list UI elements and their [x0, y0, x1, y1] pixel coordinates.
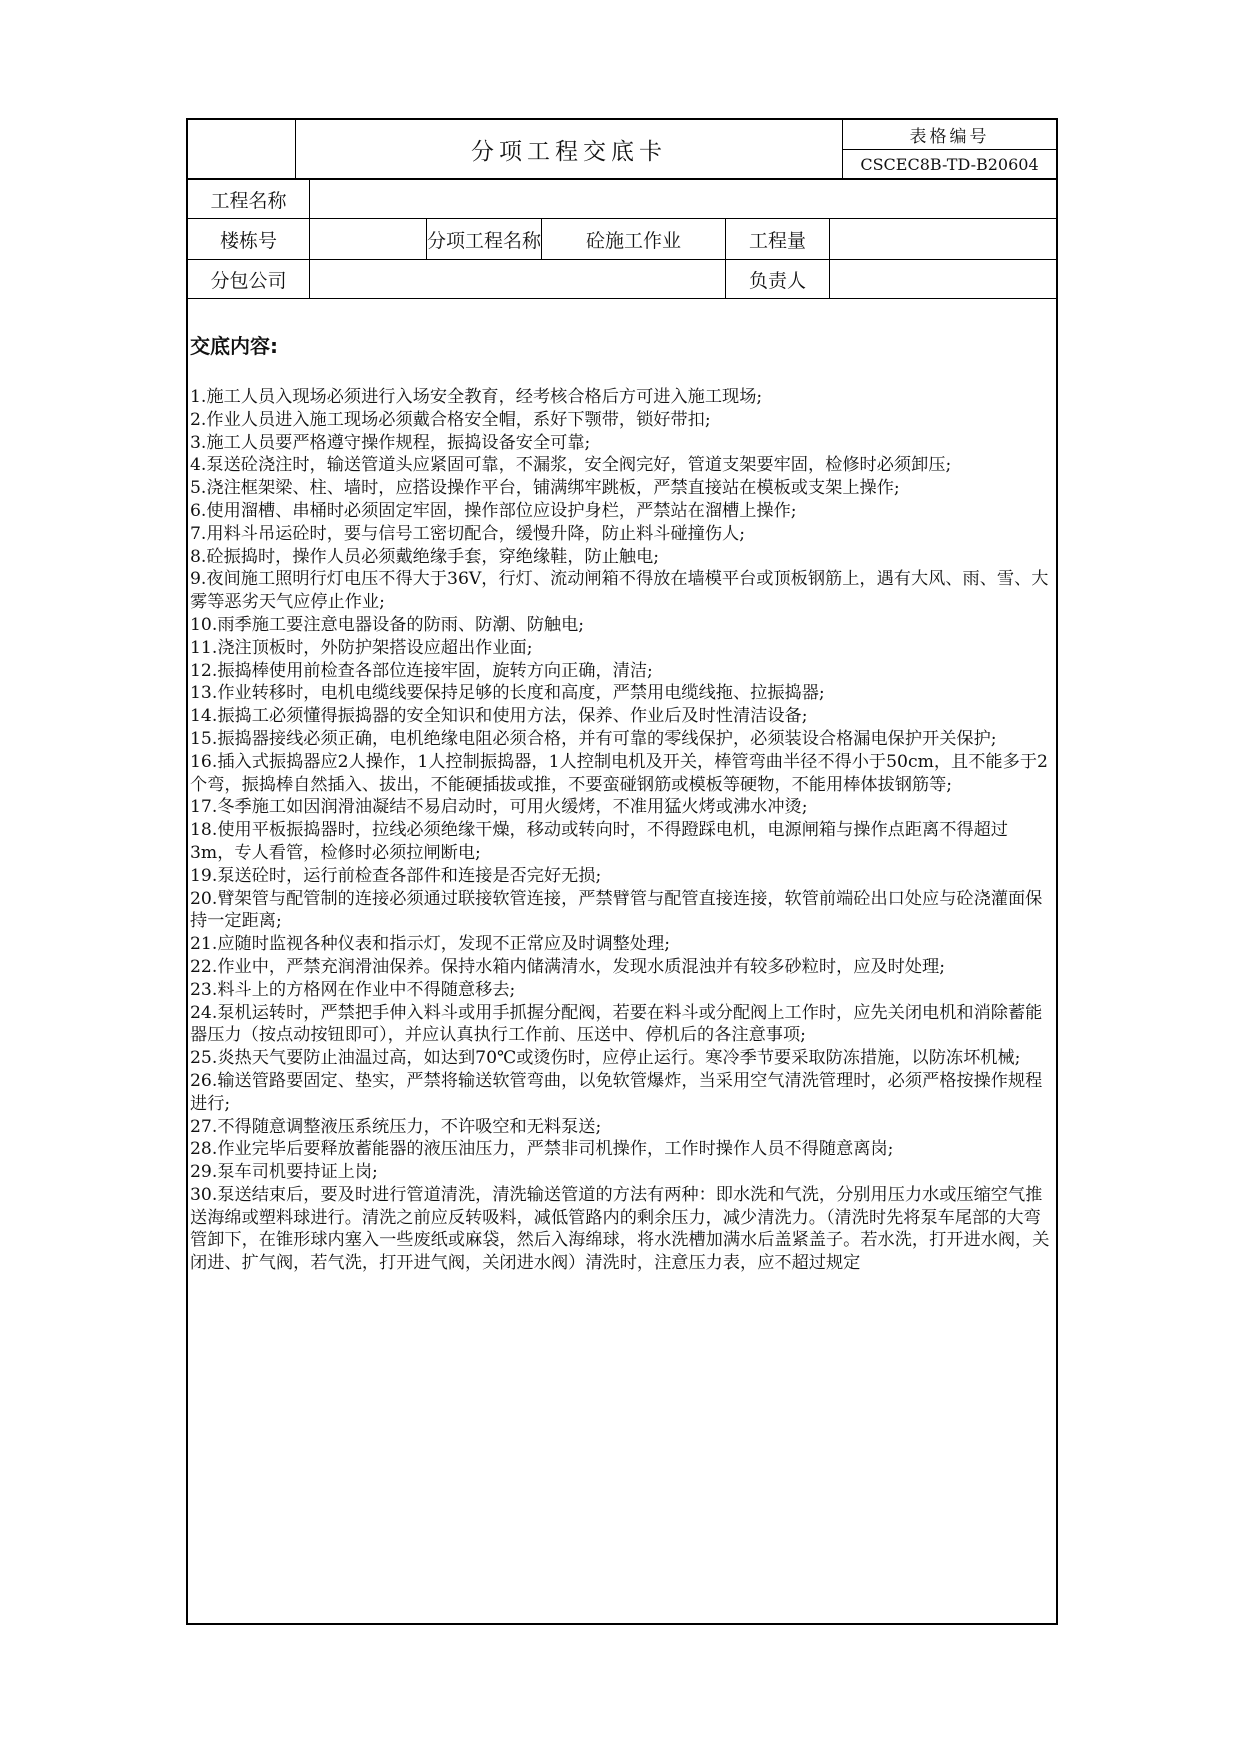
page-title: 分项工程交底卡: [296, 120, 843, 178]
content-item: 7.用料斗吊运砼时，要与信号工密切配合，缓慢升降，防止料斗碰撞伤人;: [190, 523, 746, 544]
content-item: 2.作业人员进入施工现场必须戴合格安全帽，系好下颚带，锁好带扣;: [190, 409, 711, 430]
building-row: [188, 219, 1056, 260]
content-item: 30.泵送结束后，要及时进行管道清洗，清洗输送管道的方法有两种：即水洗和气洗，分别用压力水或压缩空气推送海绵或塑料球进行。清洗之前应反转吸料，减低管路内的剩余压力，减少清洗力。（清洗时先将泵车尾部的大弯管卸下，在锥形球内塞入一些废纸或麻袋，然后入海绵球，将水洗槽加满水后盖紧盖子。若水洗，打开进水阀，关闭进、扩气阀，若气洗，打开进气阀，关闭进水阀）清洗时，注意压力表，应不超过规定: [190, 1184, 1050, 1274]
content-item: 21.应随时监视各种仪表和指示灯，发现不正常应及时调整处理;: [190, 934, 671, 955]
content-item: 15.振捣器接线必须正确，电机绝缘电阻必须合格，并有可靠的零线保护，必须装设合格漏电保护开关保护;: [190, 728, 997, 749]
content-item: 3.施工人员要严格遵守操作规程，振捣设备安全可靠;: [190, 432, 591, 453]
card-header: [188, 120, 1056, 180]
content-item: 23.料斗上的方格网在作业中不得随意移去;: [190, 979, 516, 1000]
responsible-label: 负责人: [726, 260, 830, 298]
content-item: 25.炎热天气要防止油温过高，如达到70℃或烫伤时，应停止运行。寒冷季节要采取防冻措施，以防冻坏机械;: [190, 1048, 1021, 1069]
project-name-row: [188, 180, 1056, 219]
content-item: 27.不得随意调整液压系统压力，不许吸空和无料泵送;: [190, 1116, 602, 1137]
quantity-field[interactable]: [830, 219, 1056, 259]
form-code-label: 表格编号: [843, 120, 1056, 150]
content-item: 26.输送管路要固定、垫实，严禁将输送软管弯曲，以免软管爆炸，当采用空气清洗管理时，必须严格按操作规程进行;: [190, 1070, 1043, 1114]
content-item: 1.施工人员入现场必须进行入场安全教育，经考核合格后方可进入施工现场;: [190, 387, 763, 407]
header-blank-cell: [188, 120, 296, 178]
content-item: 14.振捣工必须懂得振捣器的安全知识和使用方法，保养、作业后及时性清洁设备;: [190, 706, 808, 727]
building-label: 楼栋号: [188, 219, 310, 259]
content-item: 5.浇注框架梁、柱、墙时，应搭设操作平台，铺满绑牢跳板，严禁直接站在模板或支架上操作;: [190, 478, 900, 499]
content-title: 交底内容:: [190, 334, 278, 358]
content-item: 11.浇注顶板时，外防护架搭设应超出作业面;: [190, 637, 533, 658]
subcontractor-row: [188, 260, 1056, 299]
content-item: 9.夜间施工照明行灯电压不得大于36V，行灯、流动闸箱不得放在墙模平台或顶板钢筋上，遇有大风、雨、雪、大雾等恶劣天气应停止作业;: [190, 569, 1049, 613]
content-item: 22.作业中，严禁充润滑油保养。保持水箱内储满清水，发现水质混浊并有较多砂粒时，应及时处理;: [190, 956, 946, 977]
responsible-field[interactable]: [830, 260, 1056, 298]
content-item: 13.作业转移时，电机电缆线要保持足够的长度和高度，严禁用电缆线拖、拉振捣器;: [190, 683, 825, 704]
content-item: 4.泵送砼浇注时，输送管道头应紧固可靠，不漏浆，安全阀完好，管道支架要牢固，检修时必须卸压;: [190, 455, 952, 476]
project-name-field[interactable]: [310, 180, 1056, 218]
content-item: 20.臂架管与配管制的连接必须通过联接软管连接，严禁臂管与配管直接连接，软管前端砼出口处应与砼浇灌面保持一定距离;: [190, 888, 1043, 932]
subitem-name-label: 分项工程名称: [427, 219, 542, 259]
quantity-label: 工程量: [726, 219, 830, 259]
content-item: 6.使用溜槽、串桶时必须固定牢固，操作部位应设护身栏，严禁站在溜槽上操作;: [190, 500, 797, 521]
content-item: 8.砼振捣时，操作人员必须戴绝缘手套，穿绝缘鞋，防止触电;: [190, 546, 660, 567]
project-name-label: 工程名称: [188, 180, 310, 218]
content-item: 10.雨季施工要注意电器设备的防雨、防潮、防触电;: [190, 614, 585, 635]
content-item: 16.插入式振捣器应2人操作，1人控制振捣器，1人控制电机及开关，棒管弯曲半径不得小于50cm，且不能多于2个弯，振捣棒自然插入、拔出，不能硬插拔或推，不要蛮碰钢筋或模板等硬物，不能用棒体拔钢筋等;: [190, 751, 1048, 795]
disclosure-card: [186, 118, 1058, 1625]
content-item: 28.作业完毕后要释放蓄能器的液压油压力，严禁非司机操作，工作时操作人员不得随意离岗;: [190, 1139, 894, 1160]
content-items: [190, 386, 1052, 1275]
content-item: 18.使用平板振捣器时，拉线必须绝缘干燥，移动或转向时，不得蹬踩电机，电源闸箱与操作点距离不得超过3m，专人看管，检修时必须拉闸断电;: [190, 820, 1008, 863]
subcontractor-label: 分包公司: [188, 260, 310, 298]
content-item: 29.泵车司机要持证上岗;: [190, 1162, 378, 1183]
form-code-value: CSCEC8B-TD-B20604: [860, 154, 1039, 174]
content-item: 17.冬季施工如因润滑油凝结不易启动时，可用火缓烤，不准用猛火烤或沸水冲烫;: [190, 797, 808, 818]
content-item: 24.泵机运转时，严禁把手伸入料斗或用手抓握分配阀，若要在料斗或分配阀上工作时，应先关闭电机和消除蓄能器压力（按点动按钮即可），并应认真执行工作前、压送中、停机后的各注意事项;: [190, 1002, 1043, 1046]
building-field[interactable]: [310, 219, 427, 259]
content-item: 19.泵送砼时，运行前检查各部件和连接是否完好无损;: [190, 865, 602, 886]
content-item: 12.振捣棒使用前检查各部位连接牢固，旋转方向正确，清洁;: [190, 660, 653, 681]
subitem-name-value[interactable]: 砼施工作业: [542, 219, 726, 259]
subcontractor-field[interactable]: [310, 260, 726, 298]
